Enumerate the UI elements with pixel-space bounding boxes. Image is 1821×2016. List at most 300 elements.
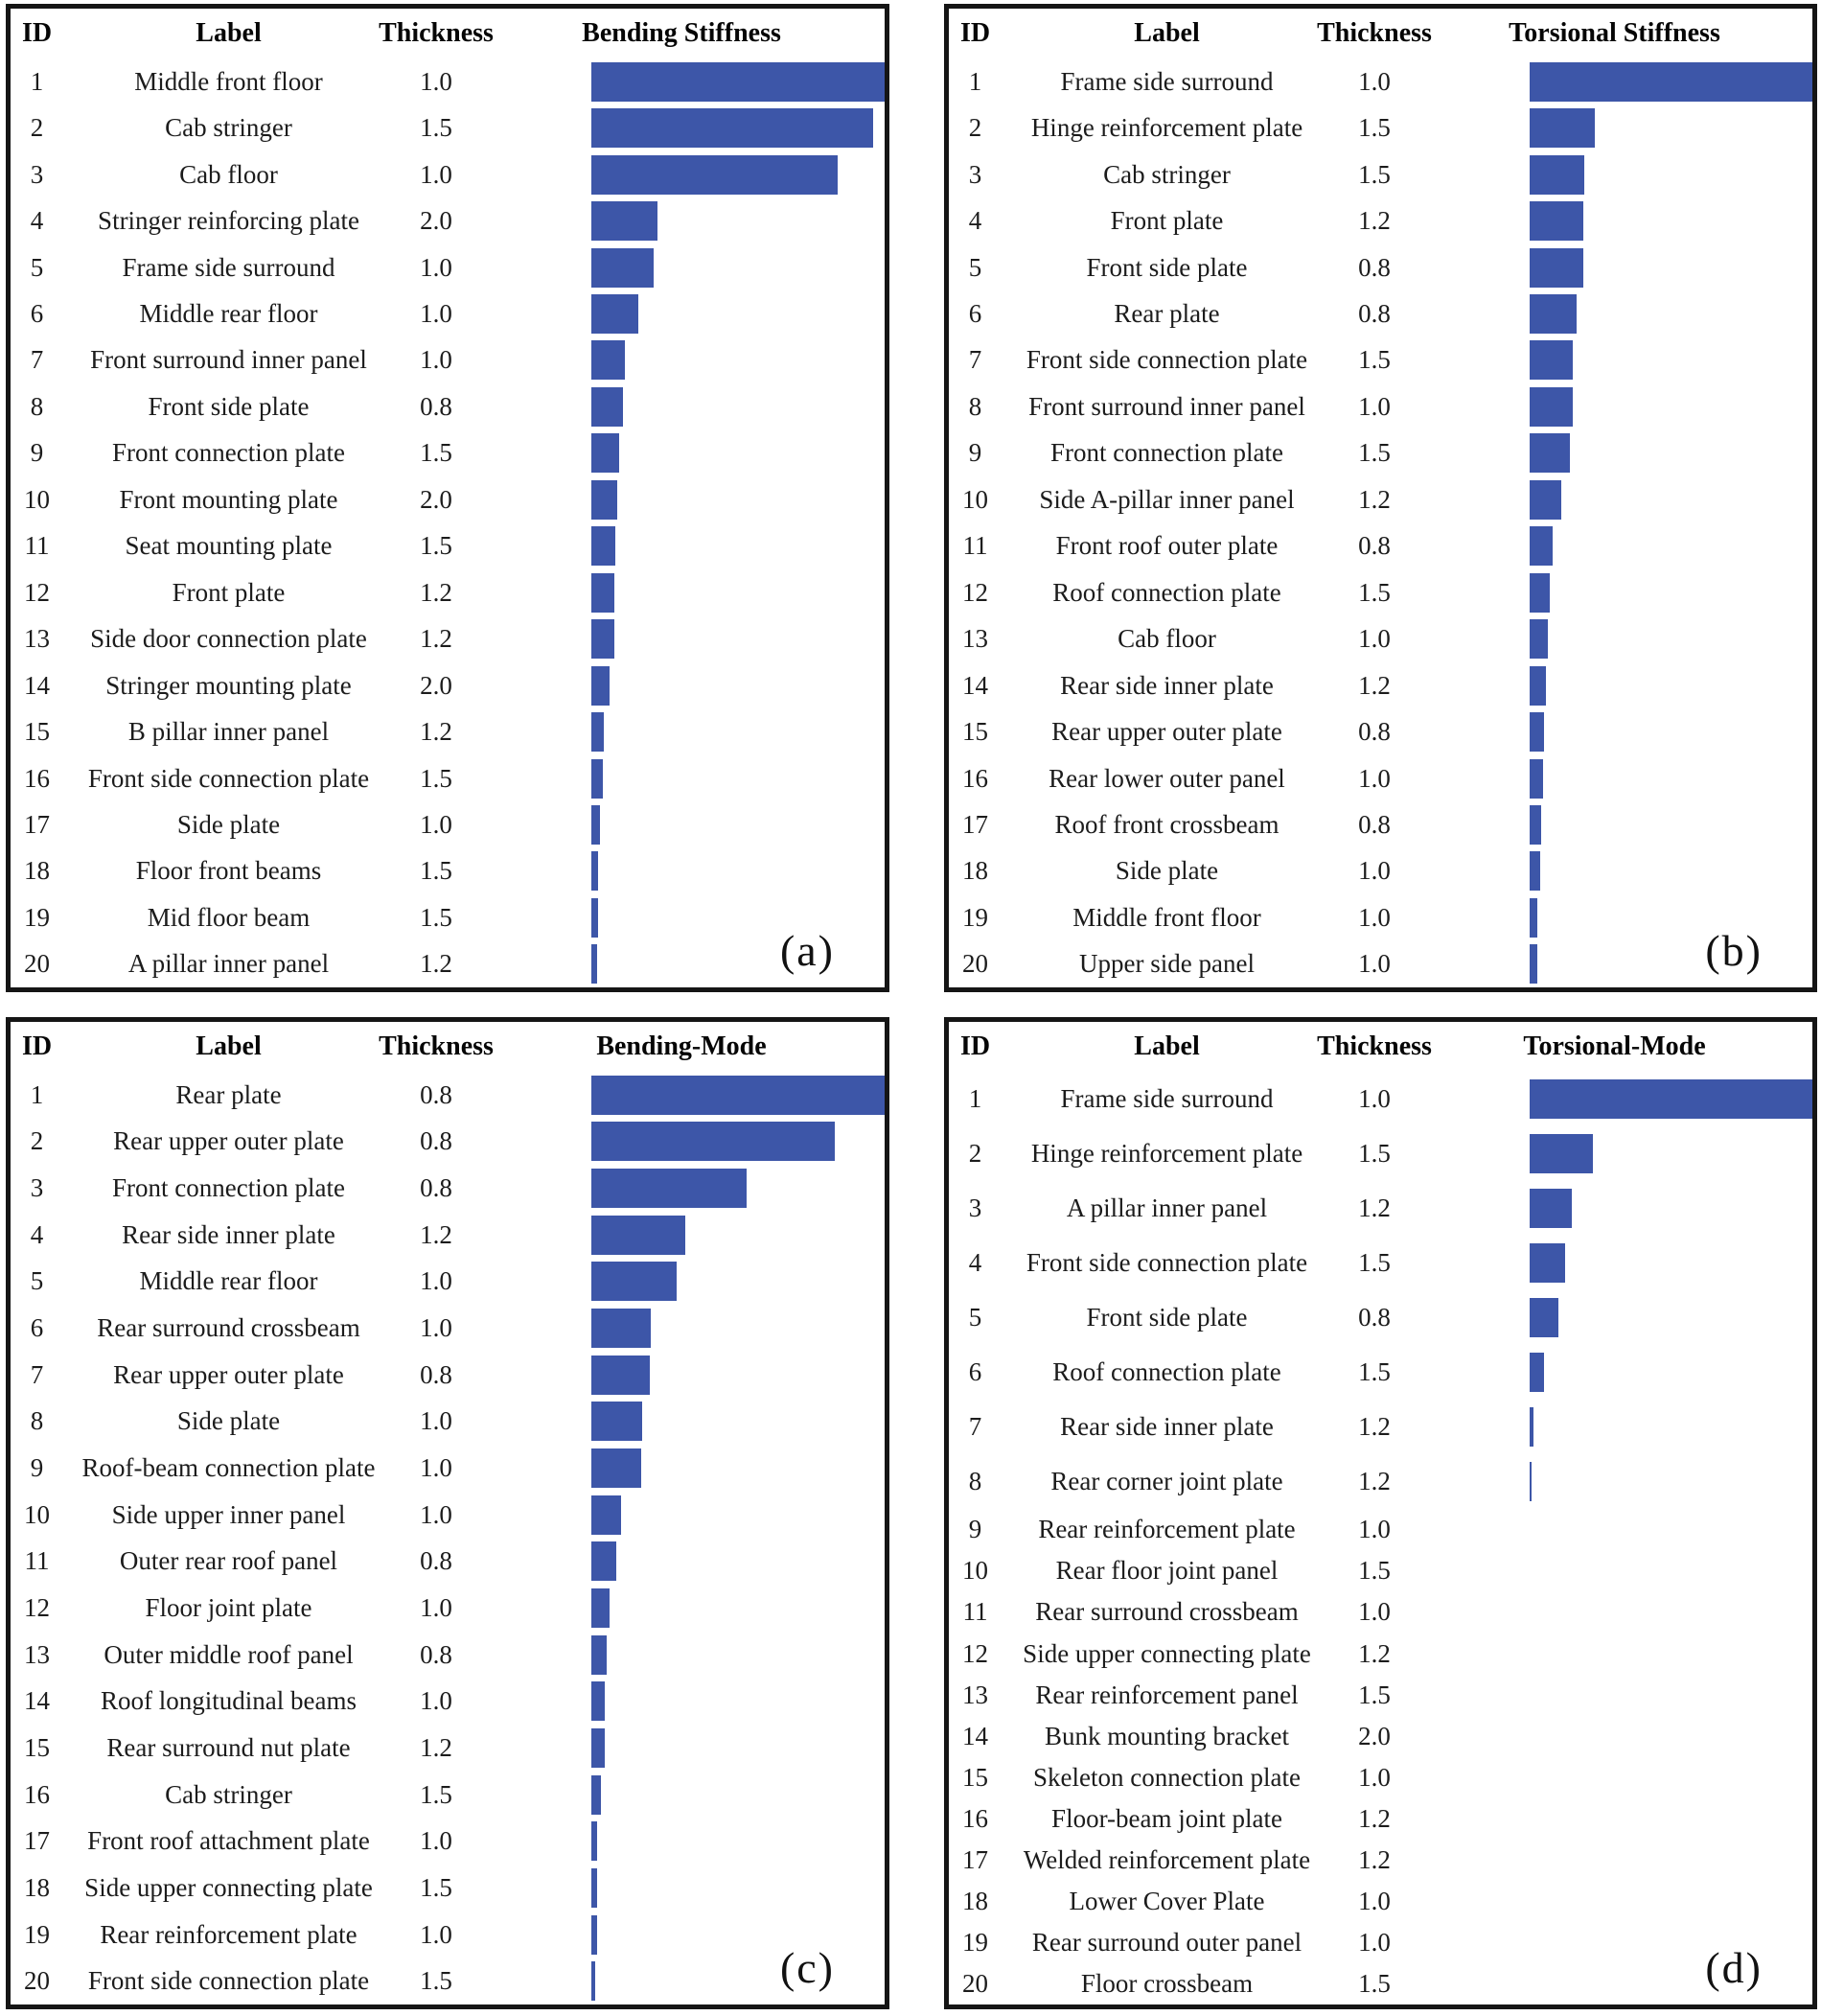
row-label: Front side connection plate — [87, 1966, 370, 1996]
value-bar — [591, 1356, 650, 1395]
row-thickness: 1.2 — [1358, 1803, 1391, 1833]
bar-zone — [1530, 1757, 1812, 1798]
value-bar — [591, 1868, 597, 1908]
row-label: Floor-beam joint plate — [1051, 1803, 1282, 1833]
row-label: Lower Cover Plate — [1069, 1886, 1265, 1915]
row-thickness: 1.5 — [1358, 438, 1391, 468]
row-id: 13 — [962, 624, 988, 654]
table-row — [11, 337, 885, 383]
table-row — [949, 430, 1812, 476]
row-thickness: 1.0 — [1358, 949, 1391, 979]
row-id: 10 — [24, 1499, 50, 1529]
table-row — [11, 244, 885, 290]
row-thickness: 1.5 — [1358, 1968, 1391, 1998]
value-bar — [1530, 340, 1573, 380]
row-label: Cab stringer — [1103, 159, 1231, 189]
row-thickness: 0.8 — [420, 391, 452, 421]
row-thickness: 1.0 — [420, 1919, 452, 1949]
panel-letter: (a) — [779, 926, 835, 975]
row-label: Front connection plate — [112, 438, 345, 468]
bar-zone — [1530, 1922, 1812, 1963]
row-id: 14 — [962, 1721, 988, 1750]
row-thickness: 1.0 — [420, 1686, 452, 1716]
row-id: 2 — [30, 113, 44, 143]
value-bar — [1530, 387, 1573, 427]
table-row — [11, 1352, 885, 1399]
bar-zone — [1530, 1798, 1812, 1840]
table-row — [11, 430, 885, 476]
row-id: 16 — [24, 763, 50, 793]
row-id: 16 — [962, 1803, 988, 1833]
table-row — [949, 383, 1812, 429]
row-id: 17 — [962, 1844, 988, 1874]
table-row — [949, 1509, 1812, 1550]
row-id: 16 — [24, 1779, 50, 1809]
row-label: A pillar inner panel — [127, 949, 330, 979]
bar-zone — [591, 1212, 885, 1259]
row-id: 6 — [968, 1357, 982, 1387]
bar-zone — [1530, 755, 1812, 801]
row-thickness: 1.0 — [420, 1453, 452, 1483]
bar-zone — [1530, 1072, 1812, 1126]
bar-zone — [591, 1165, 885, 1212]
value-bar — [591, 1216, 685, 1255]
bar-zone — [1530, 708, 1812, 754]
row-thickness: 1.5 — [420, 856, 452, 886]
table-row — [949, 708, 1812, 754]
row-id: 20 — [24, 949, 50, 979]
row-id: 14 — [24, 670, 50, 700]
row-id: 3 — [968, 159, 982, 189]
table-row — [949, 476, 1812, 522]
bar-zone — [1530, 1509, 1812, 1550]
row-id: 7 — [30, 345, 44, 375]
bar-zone — [1530, 476, 1812, 522]
row-label: Seat mounting plate — [125, 531, 333, 561]
row-id: 11 — [24, 531, 50, 561]
row-id: 11 — [962, 531, 988, 561]
value-bar — [591, 1588, 610, 1628]
bar-zone — [1530, 383, 1812, 429]
row-id: 1 — [30, 66, 44, 96]
table-row — [949, 1400, 1812, 1454]
bar-zone — [591, 1679, 885, 1726]
table-row — [11, 1819, 885, 1865]
table-row — [949, 197, 1812, 243]
column-header-thickness: Thickness — [1317, 1031, 1432, 1061]
value-bar — [1530, 248, 1583, 288]
row-thickness: 1.2 — [420, 624, 452, 654]
column-header-label: Label — [196, 18, 262, 48]
value-bar — [591, 1309, 651, 1348]
row-thickness: 0.8 — [420, 1126, 452, 1156]
bar-zone — [591, 569, 885, 615]
row-thickness: 1.0 — [1358, 1597, 1391, 1627]
value-bar — [1530, 108, 1595, 148]
bar-zone — [591, 1352, 885, 1399]
value-bar — [591, 1076, 885, 1115]
bar-zone — [591, 290, 885, 336]
table-row — [11, 104, 885, 151]
value-bar — [591, 1728, 605, 1768]
row-id: 20 — [24, 1966, 50, 1996]
bar-zone — [1530, 1126, 1812, 1181]
bar-zone — [591, 1912, 885, 1958]
row-thickness: 1.5 — [1358, 1357, 1391, 1387]
bar-zone — [1530, 337, 1812, 383]
table-row — [949, 1591, 1812, 1633]
row-id: 13 — [24, 624, 50, 654]
table-row — [949, 1963, 1812, 2004]
row-thickness: 1.0 — [420, 1593, 452, 1623]
bar-zone — [1530, 801, 1812, 847]
row-id: 4 — [968, 206, 982, 236]
panel-bending-stiffness — [6, 4, 889, 992]
row-id: 6 — [968, 298, 982, 328]
row-id: 8 — [30, 391, 44, 421]
row-id: 13 — [24, 1639, 50, 1669]
column-header-id: ID — [21, 1031, 53, 1061]
panel-letter: (c) — [779, 1943, 835, 1992]
table-row — [949, 662, 1812, 708]
value-bar — [591, 573, 614, 613]
bar-zone — [1530, 1634, 1812, 1675]
value-bar — [591, 1495, 621, 1535]
rows-torsional-mode — [949, 1072, 1812, 2004]
row-id: 18 — [962, 1886, 988, 1915]
value-bar — [591, 759, 603, 799]
value-bar — [1530, 759, 1543, 799]
value-bar — [1530, 1189, 1572, 1228]
value-bar — [1530, 619, 1548, 659]
row-id: 15 — [24, 717, 50, 747]
bar-zone — [591, 1399, 885, 1446]
value-bar — [1530, 155, 1584, 195]
row-id: 10 — [24, 484, 50, 514]
row-label: Cab stringer — [165, 1779, 292, 1809]
row-id: 13 — [962, 1680, 988, 1709]
row-label: Outer rear roof panel — [119, 1546, 338, 1576]
value-bar — [591, 1681, 605, 1721]
row-id: 15 — [24, 1733, 50, 1763]
row-label: Rear surround nut plate — [106, 1733, 351, 1763]
row-label: Rear side inner plate — [1060, 670, 1274, 700]
table-header — [11, 9, 885, 58]
bar-zone — [591, 801, 885, 847]
row-id: 19 — [962, 902, 988, 932]
row-label: Stringer reinforcing plate — [98, 206, 359, 236]
row-label: Rear plate — [175, 1079, 282, 1109]
bar-zone — [591, 523, 885, 569]
row-id: 11 — [24, 1546, 50, 1576]
bar-zone — [591, 1072, 885, 1119]
table-row — [11, 1585, 885, 1632]
row-thickness: 1.0 — [420, 1313, 452, 1343]
row-label: Side upper connecting plate — [84, 1872, 373, 1902]
bar-zone — [1530, 615, 1812, 661]
table-row — [949, 244, 1812, 290]
table-row — [11, 1119, 885, 1166]
bar-zone — [1530, 1840, 1812, 1881]
row-thickness: 2.0 — [1358, 1721, 1391, 1750]
value-bar — [591, 1541, 616, 1581]
bar-zone — [1530, 1181, 1812, 1236]
row-label: Front side plate — [1086, 252, 1248, 282]
row-id: 18 — [962, 856, 988, 886]
column-header-id: ID — [959, 18, 991, 48]
bar-zone — [1530, 523, 1812, 569]
bar-zone — [591, 1725, 885, 1772]
table-row — [949, 1757, 1812, 1798]
value-bar — [1530, 1134, 1593, 1173]
table-row — [949, 1840, 1812, 1881]
row-label: Bunk mounting bracket — [1045, 1721, 1289, 1750]
bar-zone — [591, 151, 885, 197]
bar-zone — [1530, 430, 1812, 476]
table-row — [949, 1345, 1812, 1400]
bar-zone — [591, 941, 885, 987]
bar-zone — [1530, 1963, 1812, 2004]
row-thickness: 1.2 — [1358, 1412, 1391, 1442]
value-bar — [1530, 1243, 1565, 1283]
row-id: 12 — [962, 577, 988, 607]
row-label: Frame side surround — [1060, 1084, 1274, 1114]
row-thickness: 1.0 — [1358, 1084, 1391, 1114]
value-bar — [1530, 1079, 1812, 1119]
value-bar — [1530, 805, 1541, 845]
bar-zone — [1530, 941, 1812, 987]
row-id: 19 — [24, 1919, 50, 1949]
row-thickness: 1.0 — [420, 252, 452, 282]
table-row — [11, 708, 885, 754]
row-label: Frame side surround — [1060, 66, 1274, 96]
panel-torsional-mode — [944, 1017, 1817, 2009]
bar-zone — [591, 1585, 885, 1632]
value-bar — [1530, 666, 1546, 706]
panel-bending-mode — [6, 1017, 889, 2009]
row-id: 6 — [30, 298, 44, 328]
row-id: 2 — [30, 1126, 44, 1156]
table-row — [11, 1492, 885, 1539]
column-header-id: ID — [21, 18, 53, 48]
bar-zone — [1530, 58, 1812, 104]
row-label: Rear surround crossbeam — [1035, 1597, 1299, 1627]
row-label: Rear surround crossbeam — [97, 1313, 360, 1343]
row-thickness: 0.8 — [420, 1546, 452, 1576]
table-row — [11, 801, 885, 847]
row-id: 10 — [962, 484, 988, 514]
column-header-id: ID — [959, 1031, 991, 1061]
row-thickness: 0.8 — [420, 1173, 452, 1203]
row-id: 20 — [962, 949, 988, 979]
bar-zone — [591, 708, 885, 754]
row-label: Frame side surround — [122, 252, 335, 282]
row-label: Upper side panel — [1079, 949, 1255, 979]
row-label: Skeleton connection plate — [1033, 1762, 1301, 1792]
bar-zone — [1530, 1716, 1812, 1757]
row-id: 9 — [968, 438, 982, 468]
bar-zone — [591, 104, 885, 151]
table-row — [11, 1912, 885, 1958]
row-thickness: 0.8 — [1358, 1303, 1391, 1332]
column-header-thickness: Thickness — [379, 18, 494, 48]
bar-zone — [591, 1259, 885, 1306]
value-bar — [1530, 1353, 1544, 1392]
row-thickness: 1.2 — [1358, 670, 1391, 700]
value-bar — [591, 480, 617, 520]
row-thickness: 1.0 — [420, 1406, 452, 1436]
row-label: Front plate — [172, 577, 286, 607]
row-id: 3 — [30, 159, 44, 189]
row-thickness: 1.5 — [1358, 1248, 1391, 1278]
row-thickness: 1.0 — [420, 1499, 452, 1529]
table-row — [949, 848, 1812, 894]
bar-zone — [591, 1492, 885, 1539]
row-label: Front surround inner panel — [90, 345, 367, 375]
row-label: Rear upper outer plate — [1051, 717, 1282, 747]
value-bar — [591, 944, 597, 984]
value-bar — [591, 666, 610, 706]
bar-zone — [591, 662, 885, 708]
bar-zone — [1530, 1290, 1812, 1345]
row-label: Front side plate — [148, 391, 310, 421]
row-id: 7 — [968, 1412, 982, 1442]
bar-zone — [1530, 104, 1812, 151]
table-row — [11, 476, 885, 522]
rows-torsional-stiffness — [949, 58, 1812, 987]
row-thickness: 2.0 — [420, 670, 452, 700]
row-label: Front side plate — [1086, 1303, 1248, 1332]
table-header — [949, 1022, 1812, 1072]
bar-zone — [1530, 1881, 1812, 1922]
row-thickness: 1.5 — [1358, 113, 1391, 143]
value-bar — [1530, 1462, 1532, 1501]
value-bar — [591, 433, 619, 473]
table-row — [11, 383, 885, 429]
value-bar — [591, 155, 838, 195]
row-thickness: 1.5 — [420, 438, 452, 468]
row-label: Middle front floor — [1072, 902, 1261, 932]
table-row — [949, 755, 1812, 801]
row-thickness: 1.5 — [1358, 345, 1391, 375]
row-label: Side upper connecting plate — [1023, 1638, 1311, 1668]
row-id: 8 — [30, 1406, 44, 1436]
row-label: Cab stringer — [165, 113, 292, 143]
row-id: 9 — [30, 438, 44, 468]
row-label: Outer middle roof panel — [104, 1639, 354, 1669]
row-id: 9 — [968, 1515, 982, 1544]
row-id: 18 — [24, 856, 50, 886]
table-row — [949, 1181, 1812, 1236]
value-bar — [591, 805, 600, 845]
table-row — [11, 894, 885, 940]
table-row — [949, 337, 1812, 383]
table-row — [11, 755, 885, 801]
row-label: A pillar inner panel — [1066, 1193, 1268, 1223]
table-row — [949, 1634, 1812, 1675]
bar-zone — [591, 197, 885, 243]
panel-torsional-stiffness — [944, 4, 1817, 992]
row-label: Hinge reinforcement plate — [1030, 1139, 1303, 1169]
bar-zone — [591, 1958, 885, 2004]
row-id: 5 — [30, 252, 44, 282]
rows-bending-mode — [11, 1072, 885, 2004]
row-label: Front roof outer plate — [1055, 531, 1279, 561]
row-id: 8 — [968, 1467, 982, 1496]
table-row — [949, 1922, 1812, 1963]
row-label: Front surround inner panel — [1028, 391, 1305, 421]
row-label: B pillar inner panel — [127, 717, 330, 747]
table-row — [949, 151, 1812, 197]
row-id: 1 — [968, 66, 982, 96]
value-bar — [591, 1915, 597, 1955]
bar-zone — [1530, 569, 1812, 615]
row-thickness: 1.2 — [420, 577, 452, 607]
row-thickness: 1.0 — [420, 1826, 452, 1856]
value-bar — [591, 1821, 597, 1861]
row-thickness: 1.0 — [1358, 66, 1391, 96]
row-label: Cab floor — [179, 159, 278, 189]
column-header-thickness: Thickness — [1317, 18, 1432, 48]
bar-zone — [591, 1539, 885, 1586]
table-row — [11, 1539, 885, 1586]
table-row — [949, 1236, 1812, 1290]
row-thickness: 2.0 — [420, 484, 452, 514]
bar-zone — [1530, 151, 1812, 197]
row-label: Front plate — [1110, 206, 1224, 236]
row-id: 19 — [24, 902, 50, 932]
row-thickness: 1.2 — [420, 1219, 452, 1249]
bar-zone — [591, 848, 885, 894]
value-bar — [591, 851, 598, 891]
column-header-label: Label — [1134, 18, 1200, 48]
row-label: Front side connection plate — [1026, 345, 1308, 375]
row-thickness: 1.0 — [1358, 856, 1391, 886]
row-label: Side plate — [176, 1406, 281, 1436]
bar-zone — [1530, 290, 1812, 336]
column-header-metric: Bending-Mode — [596, 1031, 767, 1061]
row-thickness: 1.0 — [1358, 391, 1391, 421]
row-thickness: 1.0 — [1358, 1886, 1391, 1915]
table-row — [949, 58, 1812, 104]
column-header-label: Label — [1134, 1031, 1200, 1061]
table-row — [949, 1550, 1812, 1591]
row-label: Rear upper outer plate — [113, 1359, 344, 1389]
value-bar — [591, 526, 615, 566]
value-bar — [591, 1122, 835, 1161]
row-thickness: 1.2 — [1358, 484, 1391, 514]
column-header-metric: Torsional Stiffness — [1509, 18, 1720, 48]
table-row — [11, 662, 885, 708]
table-row — [11, 151, 885, 197]
row-label: Stringer mounting plate — [105, 670, 352, 700]
row-label: Rear side inner plate — [122, 1219, 335, 1249]
row-label: Front roof attachment plate — [87, 1826, 370, 1856]
value-bar — [1530, 1298, 1558, 1337]
bar-zone — [591, 383, 885, 429]
row-thickness: 1.5 — [420, 531, 452, 561]
row-label: Roof front crossbeam — [1054, 809, 1279, 839]
bar-zone — [591, 1119, 885, 1166]
row-thickness: 1.5 — [420, 1966, 452, 1996]
row-thickness: 0.8 — [420, 1079, 452, 1109]
table-row — [11, 569, 885, 615]
table-row — [11, 1725, 885, 1772]
row-label: Hinge reinforcement plate — [1030, 113, 1303, 143]
bar-zone — [591, 244, 885, 290]
row-label: Side door connection plate — [90, 624, 367, 654]
table-row — [11, 1305, 885, 1352]
